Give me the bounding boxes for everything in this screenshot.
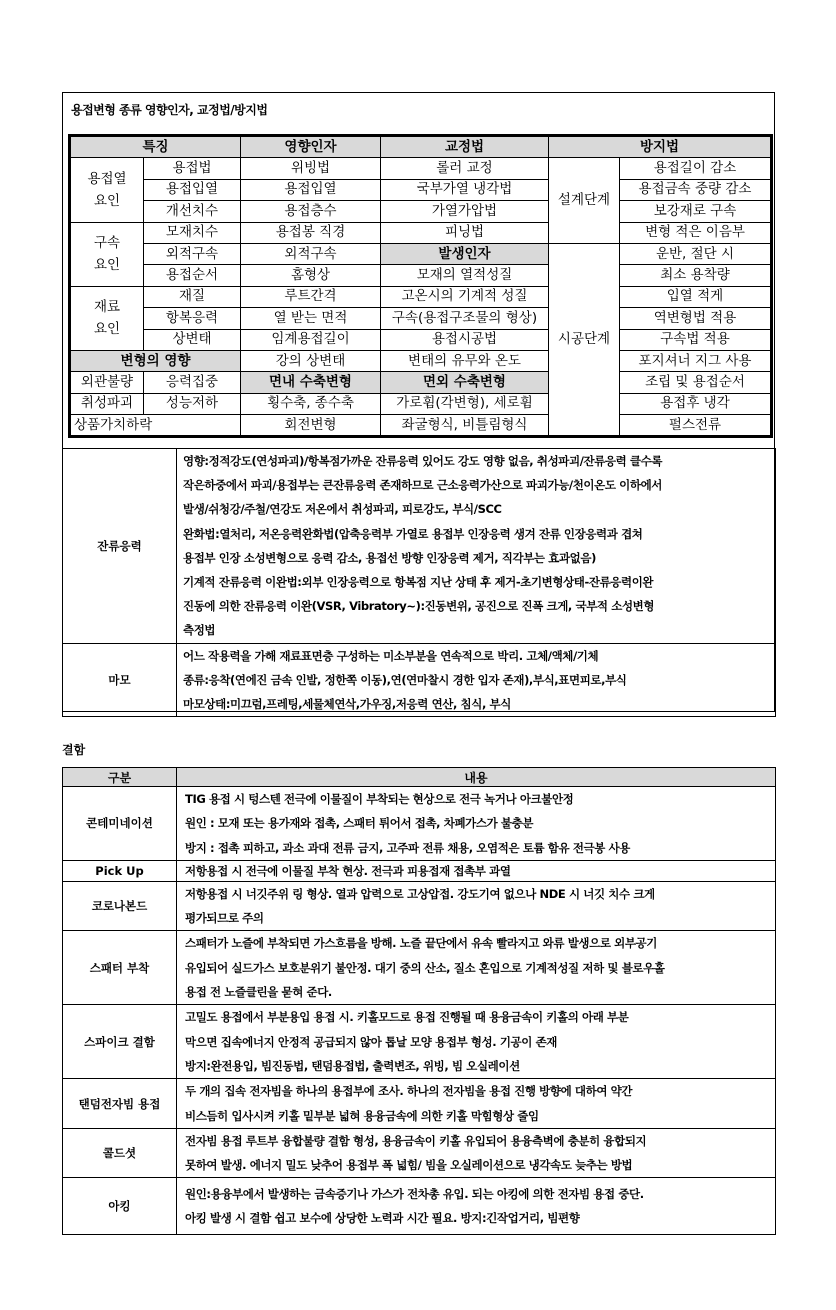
- table-row: [71, 372, 771, 393]
- text-line: 원인 : 모재 또는 용가재와 접촉, 스패터 튀어서 접촉, 차폐가스가 불충분: [185, 816, 534, 831]
- table-row: [71, 179, 771, 200]
- table-row: [71, 158, 771, 179]
- cell: 좌굴형식, 비틀림형식: [381, 415, 549, 436]
- cell: 용접입열: [144, 179, 241, 200]
- cell: 입열 적게: [620, 286, 771, 307]
- deformation-table: [70, 136, 771, 436]
- cell: 용접순서: [144, 265, 241, 286]
- text-line: 기계적 잔류응력 이완법:외부 인장응력으로 항복점 지난 상태 후 제거-초기변형상태-잔류응력이완: [183, 575, 654, 590]
- cell: 포지셔너 지그 사용: [620, 350, 771, 371]
- header-category: 구분: [63, 768, 177, 787]
- header-correction: 교정법: [381, 137, 549, 158]
- table-row: [63, 881, 776, 931]
- text-line: 비스듬히 입사시켜 키홀 밑부분 넓혀 용융금속에 의한 키홀 막힘형상 줄임: [185, 1108, 539, 1123]
- subheader-cause: 발생인자: [381, 243, 549, 264]
- cell: 가로휨(각변형), 세로휨: [381, 393, 549, 414]
- table-row: [71, 201, 771, 222]
- text-line: 영향:정적강도(연성파괴)/항복점가까운 잔류응력 있어도 강도 영향 없음, 취성파괴/잔류응력 클수록: [183, 454, 663, 468]
- cell: 가열가압법: [381, 201, 549, 222]
- section-title-defects: 결함: [62, 743, 86, 757]
- defect-label: 콘테미네이션: [63, 787, 177, 861]
- subheader-effect: 변형의 영향: [71, 350, 241, 371]
- cell: 용접금속 중량 감소: [620, 179, 771, 200]
- table-row: [71, 286, 771, 307]
- text-line: 발생/쉬청강/주철/연강도 저온에서 취성파괴, 피로강도, 부식/SCC: [183, 502, 502, 517]
- defect-label: Pick Up: [63, 860, 177, 881]
- cell: 응력집중: [144, 372, 241, 393]
- cell: 항복응력: [144, 308, 241, 329]
- text-line: 어느 작용력을 가해 재료표면층 구성하는 미소부분을 연속적으로 박리. 고체/액체/기체: [183, 648, 599, 663]
- table-row: [71, 329, 771, 350]
- cell: 상품가치하락: [71, 415, 241, 436]
- text-line: TIG 용접 시 텅스텐 전극에 이물질이 부착되는 현상으로 전극 녹거나 아크불안정: [185, 792, 574, 806]
- cell: 횡수축, 종수축: [241, 393, 381, 414]
- residual-wear-table: [62, 448, 776, 717]
- cell: 재질: [144, 286, 241, 307]
- table-row: [63, 787, 776, 861]
- cell: 용접입열: [241, 179, 381, 200]
- text-line: 종류:응착(연에진 금속 인발, 정한쪽 이동),연(연마찰시 경한 입자 존재),부식,표면피로,부식: [183, 672, 627, 687]
- cell: 롤러 교정: [381, 158, 549, 179]
- text-line: 원인:용융부에서 발생하는 금속증기나 가스가 전차총 유입. 되는 아킹에 의한 전자빔 용접 중단.: [185, 1187, 644, 1202]
- text-line: 아킹 발생 시 결함 쉽고 보수에 상당한 노력과 시간 필요. 방지:긴작업거리, 빔편향: [185, 1211, 580, 1226]
- construction-stage-label: 시공단계: [549, 243, 620, 436]
- text-line: 작은하중에서 파괴/용접부는 큰잔류응력 존재하므로 근소응력가산으로 파괴가능/천이온도 이하에서: [183, 478, 662, 493]
- table-row: [63, 1005, 776, 1079]
- table-row-wear: [63, 643, 776, 717]
- cell: 피닝법: [381, 222, 549, 243]
- table-row: [71, 308, 771, 329]
- table-header-row: [71, 137, 771, 158]
- group-restraint-factor: 구속 요인: [71, 222, 144, 286]
- defect-label: 코로나본드: [63, 881, 177, 931]
- cell: 구속(용접구조물의 형상): [381, 308, 549, 329]
- group-heat-factor: 용접열 요인: [71, 158, 144, 222]
- text-line: 용접 전 노즐클린을 묻혀 준다.: [185, 985, 332, 1000]
- subheader-out-of-plane: 면외 수축변형: [381, 372, 549, 393]
- text-line: 저항용접 시 너깃주위 링 형상. 열과 압력으로 고상압접. 강도기여 없으나 NDE 시 너깃 치수 크게: [185, 886, 655, 901]
- cell: 외적구속: [241, 243, 381, 264]
- header-prevention: 방지법: [549, 137, 771, 158]
- text-line: 평가되므로 주의: [185, 911, 264, 926]
- table-row: [71, 265, 771, 286]
- text-line: 방지:완전용입, 빔진동법, 탠덤용접법, 출력변조, 위빙, 빔 오실레이션: [185, 1058, 520, 1073]
- text-line: 못하여 발생. 에너지 밀도 낮추어 용접부 폭 넓힘/ 빔을 오실레이션으로 냉각속도 늦추는 방법: [185, 1158, 633, 1173]
- cell: 보강재로 구속: [620, 201, 771, 222]
- cell: 열 받는 면적: [241, 308, 381, 329]
- cell: 회전변형: [241, 415, 381, 436]
- text-line: 측정법: [183, 623, 216, 638]
- defect-label: 콜드셧: [63, 1128, 177, 1178]
- table-row: [63, 1128, 776, 1178]
- cell: 용접시공법: [381, 329, 549, 350]
- text-line: 방지 : 접촉 피하고, 과소 과대 전류 금지, 고주파 전류 채용, 오염적은 토륨 함유 전극봉 사용: [185, 840, 630, 855]
- defect-content: [177, 931, 776, 1005]
- cell: 임계용접길이: [241, 329, 381, 350]
- defect-label: 스패터 부착: [63, 931, 177, 1005]
- defect-content: [177, 1079, 776, 1129]
- table-row: [63, 1079, 776, 1129]
- subheader-in-plane: 면내 수축변형: [241, 372, 381, 393]
- cell: 성능저하: [144, 393, 241, 414]
- defect-content: [177, 787, 776, 861]
- table-header-row: [63, 768, 776, 787]
- table-row: [71, 393, 771, 414]
- frame-title: 용접변형 종류 영향인자, 교정법/방지법: [71, 103, 268, 117]
- table-row: [71, 243, 771, 264]
- defect-label: 아킹: [63, 1178, 177, 1235]
- cell: 구속법 적용: [620, 329, 771, 350]
- text-line: 용접부 인장 소성변형으로 응력 감소, 용접선 방향 인장응력 제거, 직각부는 효과없음): [183, 550, 596, 565]
- residual-stress-label: 잔류응력: [63, 449, 177, 644]
- wear-label: 마모: [63, 643, 177, 717]
- defect-content: [177, 860, 776, 881]
- text-line: 마모상태:미끄럼,프레팅,세물체연삭,가우징,저응력 연산, 침식, 부식: [183, 697, 511, 712]
- table-row: [71, 350, 771, 371]
- wear-content: [177, 643, 776, 717]
- cell: 고온시의 기계적 성질: [381, 286, 549, 307]
- text-line: 막으면 집속에너지 안정적 공급되지 않아 톱날 모양 용접부 형성. 기공이 존재: [185, 1034, 557, 1049]
- defects-table: [62, 767, 776, 1235]
- table-row: [71, 415, 771, 436]
- cell: 외적구속: [144, 243, 241, 264]
- table-row: [71, 222, 771, 243]
- table-row: [63, 1178, 776, 1235]
- cell: 상변태: [144, 329, 241, 350]
- text-line: 전자빔 용접 루트부 융합불량 결함 형성, 용융금속이 키홀 유입되어 용융측벽에 충분히 융합되지: [185, 1133, 647, 1148]
- cell: 홈형상: [241, 265, 381, 286]
- cell: 모재의 열적성질: [381, 265, 549, 286]
- residual-stress-content: [177, 449, 776, 644]
- cell: 운반, 절단 시: [620, 243, 771, 264]
- cell: 조립 및 용접순서: [620, 372, 771, 393]
- design-stage-label: 설계단계: [549, 158, 620, 244]
- cell: 취성파괴: [71, 393, 144, 414]
- table-row-residual-stress: [63, 449, 776, 644]
- cell: 국부가열 냉각법: [381, 179, 549, 200]
- text-line: 저항용접 시 전극에 이물질 부착 현상. 전극과 피용접재 접촉부 과열: [185, 863, 511, 878]
- cell: 역변형법 적용: [620, 308, 771, 329]
- defect-content: [177, 1128, 776, 1178]
- defect-content: [177, 1005, 776, 1079]
- defect-label: 스파이크 결함: [63, 1005, 177, 1079]
- defect-label: 탠덤전자빔 용접: [63, 1079, 177, 1129]
- text-line: 진동에 의한 잔류응력 이완(VSR, Vibratory~):진동변위, 공진으로 진폭 크게, 국부적 소성변형: [183, 599, 655, 614]
- defect-content: [177, 1178, 776, 1235]
- table-row: [63, 860, 776, 881]
- cell: 용접봉 직경: [241, 222, 381, 243]
- text-line: 두 개의 집속 전자빔을 하나의 용접부에 조사. 하나의 전자빔을 용접 진행 방향에 대하여 약간: [185, 1084, 633, 1099]
- cell: 외관불량: [71, 372, 144, 393]
- text-line: 완화법:열처리, 저온응력완화법(압축응력부 가열로 용접부 인장응력 생겨 잔류 인장응력과 겹쳐: [183, 526, 643, 541]
- cell: 용접층수: [241, 201, 381, 222]
- header-content: 내용: [177, 768, 776, 787]
- table-row: [63, 931, 776, 1005]
- cell: 용접길이 감소: [620, 158, 771, 179]
- text-line: 스패터가 노즐에 부착되면 가스흐름을 방해. 노즐 끝단에서 유속 빨라지고 와류 발생으로 외부공기: [185, 936, 657, 951]
- cell: 개선치수: [144, 201, 241, 222]
- header-feature: 특징: [71, 137, 241, 158]
- cell: 모재치수: [144, 222, 241, 243]
- cell: 강의 상변태: [241, 350, 381, 371]
- text-line: 유입되어 실드가스 보호분위기 불안정. 대기 중의 산소, 질소 혼입으로 기계적성질 저하 및 블로우홀: [185, 960, 665, 975]
- group-material-factor: 재료 요인: [71, 286, 144, 350]
- cell: 용접법: [144, 158, 241, 179]
- defect-content: [177, 881, 776, 931]
- cell: 변형 적은 이음부: [620, 222, 771, 243]
- cell: 최소 용착량: [620, 265, 771, 286]
- cell: 변태의 유무와 온도: [381, 350, 549, 371]
- header-factor: 영향인자: [241, 137, 381, 158]
- cell: 펄스전류: [620, 415, 771, 436]
- cell: 루트간격: [241, 286, 381, 307]
- cell: 위빙법: [241, 158, 381, 179]
- text-line: 고밀도 용접에서 부분용입 용접 시. 키홀모드로 용접 진행될 때 용융금속이 키홀의 아래 부분: [185, 1010, 629, 1025]
- cell: 용접후 냉각: [620, 393, 771, 414]
